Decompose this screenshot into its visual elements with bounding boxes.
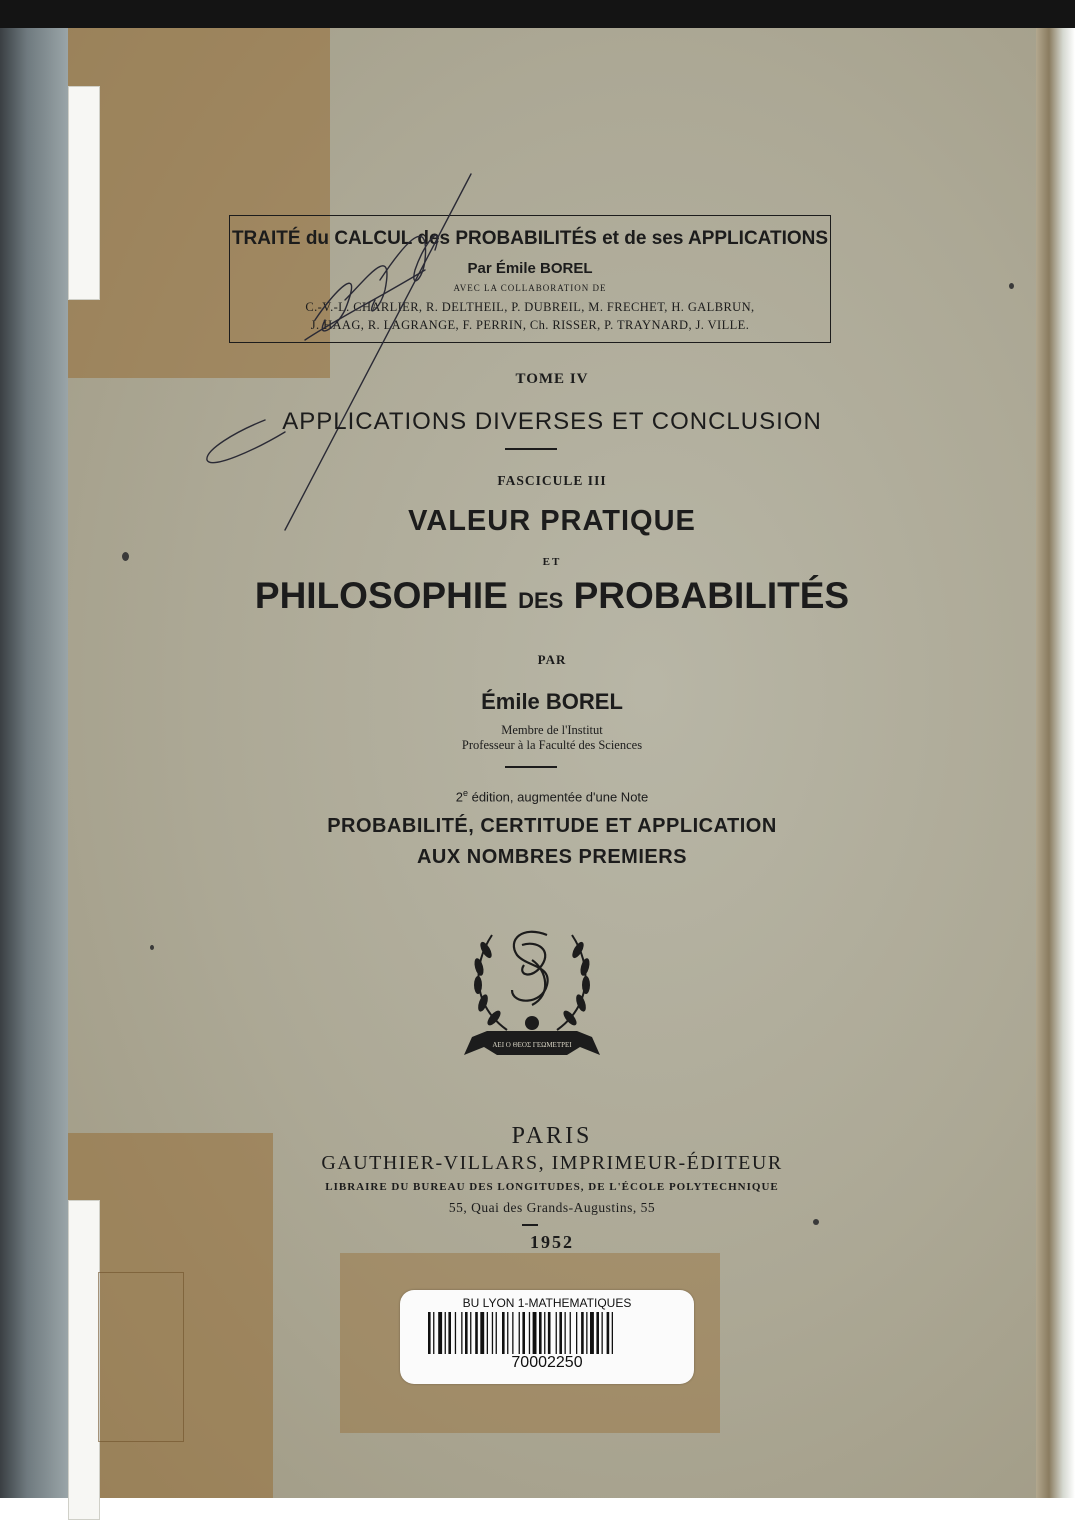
title-philosophie: PHILOSOPHIE: [254, 575, 508, 616]
barcode-bar: [507, 1312, 508, 1354]
speck: [813, 1219, 819, 1225]
note-title-line1: PROBABILITÉ, CERTITUDE ET APPLICATION: [327, 815, 777, 837]
barcode-bar: [544, 1312, 545, 1354]
title-et: ET: [542, 556, 562, 568]
book-left-edge: [0, 28, 68, 1498]
barcode-bar: [607, 1312, 610, 1354]
barcode-number: 70002250: [511, 1354, 583, 1371]
series-names-line2: J. HAAG, R. LAGRANGE, F. PERRIN, Ch. RISSER, P. TRAYNARD, J. VILLE.: [310, 318, 750, 332]
title-line1: VALEUR PRATIQUE: [408, 505, 696, 537]
note-title-line2: AUX NOMBRES PREMIERS: [416, 846, 688, 868]
title-des: DES: [518, 588, 564, 613]
fascicule-label: FASCICULE III: [497, 473, 607, 488]
imprint-address: 55, Quai des Grands-Augustins, 55: [448, 1200, 656, 1215]
series-author: Par Émile BOREL: [467, 260, 593, 277]
imprint-year: 1952: [530, 1232, 574, 1252]
barcode-bar: [559, 1312, 562, 1354]
barcode-bar: [539, 1312, 542, 1354]
barcode-bar: [586, 1312, 587, 1354]
barcode-bar: [492, 1312, 493, 1354]
library-name: BU LYON 1-MATHEMATIQUES: [462, 1296, 632, 1310]
edition-superscript: e: [462, 788, 468, 798]
barcode-bar: [565, 1312, 566, 1354]
title-probabilites: PROBABILITÉS: [573, 575, 850, 616]
series-title: TRAITÉ du CALCUL des PROBABILITÉS et de ses APPLICATIONS: [231, 228, 829, 249]
barcode: [428, 1312, 668, 1354]
library-barcode-label: [400, 1290, 694, 1384]
barcode-bar: [502, 1312, 505, 1354]
barcode-bar: [465, 1312, 468, 1354]
publisher-emblem: [452, 905, 612, 1075]
barcode-bar: [455, 1312, 456, 1354]
edition-number: 2: [455, 789, 463, 805]
barcode-bar: [445, 1312, 446, 1354]
barcode-bar: [470, 1312, 471, 1354]
barcode-bar: [570, 1312, 571, 1354]
barcode-bar: [522, 1312, 525, 1354]
barcode-bar: [596, 1312, 599, 1354]
book-right-edge: [1035, 28, 1075, 1498]
volume-title: APPLICATIONS DIVERSES ET CONCLUSION: [282, 408, 822, 435]
barcode-bar: [556, 1312, 557, 1354]
speck: [122, 552, 129, 561]
series-names-line1: C.-V.-L. CHARLIER, R. DELTHEIL, P. DUBREIL, M. FRECHET, H. GALBRUN,: [305, 300, 755, 314]
barcode-bar: [529, 1312, 530, 1354]
imprint-librairie: LIBRAIRE DU BUREAU DES LONGITUDES, DE L'ÉCOLE POLYTECHNIQUE: [325, 1181, 779, 1193]
barcode-bar: [576, 1312, 577, 1354]
barcode-bar: [512, 1312, 513, 1354]
barcode-bar: [438, 1312, 442, 1354]
divider-rule-3: [522, 1224, 538, 1226]
scanner-top-band: [0, 0, 1075, 28]
main-title: [68, 575, 1036, 617]
barcode-bar: [487, 1312, 488, 1354]
barcode-bar: [590, 1312, 594, 1354]
speck: [1009, 283, 1014, 289]
barcode-bar: [496, 1312, 497, 1354]
barcode-bar: [461, 1312, 462, 1354]
barcode-bar: [612, 1312, 613, 1354]
imprint-city: PARIS: [511, 1123, 593, 1149]
emblem-motto: ΑΕΙ Ο ΘΕΟΣ ΓΕΩΜΕΤΡΕΙ: [492, 1041, 572, 1049]
barcode-bar: [581, 1312, 584, 1354]
barcode-bar: [602, 1312, 603, 1354]
par-label: PAR: [537, 652, 567, 667]
barcode-bar: [519, 1312, 520, 1354]
tape-outline: [98, 1272, 184, 1442]
paper-strip-top: [68, 86, 100, 300]
series-collaboration: AVEC LA COLLABORATION DE: [453, 283, 607, 293]
tome-number: TOME IV: [515, 371, 589, 387]
edition-note: [68, 788, 1036, 804]
barcode-bar: [533, 1312, 537, 1354]
barcode-bar: [433, 1312, 434, 1354]
barcode-bar: [475, 1312, 478, 1354]
barcode-bar: [480, 1312, 484, 1354]
barcode-bar: [548, 1312, 551, 1354]
author-name: Émile BOREL: [481, 689, 623, 714]
author-role-1: Membre de l'Institut: [501, 723, 603, 737]
barcode-bar: [448, 1312, 451, 1354]
edition-text: édition, augmentée d'une Note: [467, 789, 649, 805]
imprint-publisher: GAUTHIER-VILLARS, IMPRIMEUR-ÉDITEUR: [321, 1152, 783, 1174]
author-role-2: Professeur à la Faculté des Sciences: [461, 738, 643, 752]
divider-rule: [505, 448, 557, 450]
barcode-bar: [428, 1312, 431, 1354]
divider-rule-2: [505, 766, 557, 768]
speck: [150, 945, 154, 950]
